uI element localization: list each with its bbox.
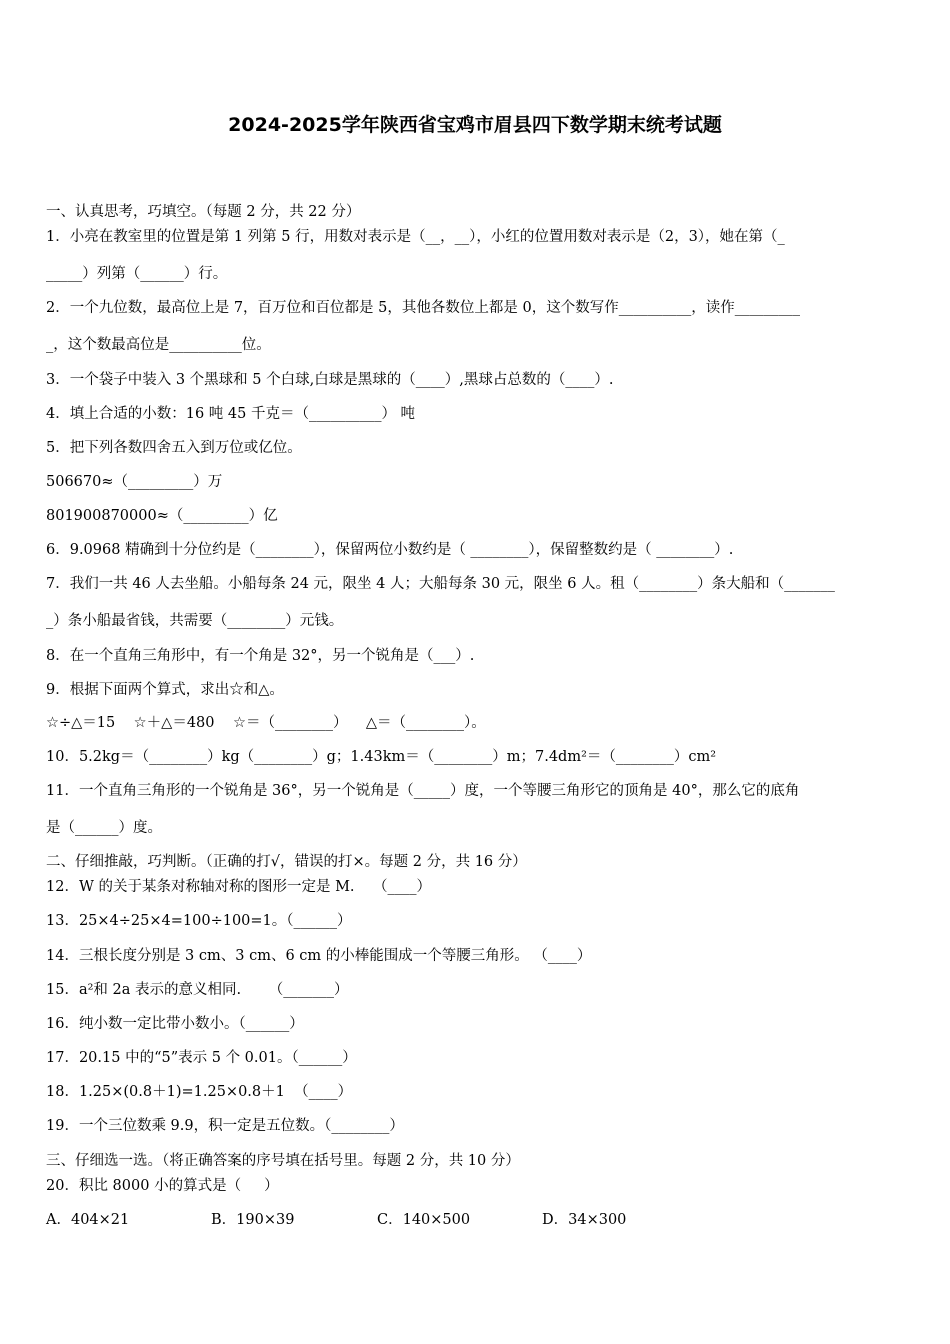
- question-9-formulas: ☆÷△＝15 ☆＋△＝480 ☆＝（________） △＝（________）。: [46, 715, 486, 731]
- question-11-line-1: 11．一个直角三角形的一个锐角是 36°，另一个锐角是（_____）度，一个等腰三角形它的顶角是 40°，那么它的底角: [46, 783, 800, 799]
- question-1-line-1: 1．小亮在教室里的位置是第 1 列第 5 行，用数对表示是（__，__），小红的位置用数对表示是（2，3），她在第（_: [46, 229, 785, 245]
- question-14: 14．三根长度分别是 3 cm、3 cm、6 cm 的小棒能围成一个等腰三角形。 （____）: [46, 948, 592, 964]
- question-5: 5．把下列各数四舍五入到万位或亿位。: [46, 440, 302, 456]
- question-3: 3．一个袋子中装入 3 个黑球和 5 个白球,白球是黑球的（____）,黑球占总数的（____）.: [46, 372, 614, 388]
- section-3-heading: 三、仔细选一选。（将正确答案的序号填在括号里。每题 2 分，共 10 分）: [46, 1153, 520, 1169]
- question-10: 10．5.2kg＝（________）kg（________）g；1.43km＝（________）m；7.4dm²＝（________）cm²: [46, 749, 717, 765]
- question-12: 12．W 的关于某条对称轴对称的图形一定是 M. （____）: [46, 879, 431, 895]
- option-a: A．404×21: [46, 1212, 130, 1228]
- question-16: 16．纯小数一定比带小数小。（______）: [46, 1016, 304, 1032]
- option-c: C．140×500: [377, 1212, 471, 1228]
- question-5-item-b: 801900870000≈（_________）亿: [46, 508, 278, 524]
- section-2-heading: 二、仔细推敲，巧判断。（正确的打√，错误的打×。每题 2 分，共 16 分）: [46, 854, 527, 870]
- question-5-item-a: 506670≈（_________）万: [46, 474, 223, 490]
- question-6: 6．9.0968 精确到十分位约是（________），保留两位小数约是（ ________），保留整数约是（ ________）.: [46, 542, 734, 558]
- question-1-line-2: _____）列第（______）行。: [46, 266, 228, 282]
- option-b: B．190×39: [211, 1212, 295, 1228]
- question-13: 13．25×4÷25×4=100÷100=1。（______）: [46, 913, 352, 929]
- question-9: 9．根据下面两个算式，求出☆和△。: [46, 682, 284, 698]
- question-2-line-1: 2．一个九位数，最高位上是 7，百万位和百位都是 5，其他各数位上都是 0，这个数写作__________，读作_________: [46, 300, 800, 316]
- question-4: 4．填上合适的小数：16 吨 45 千克＝（__________） 吨: [46, 406, 416, 422]
- question-8: 8．在一个直角三角形中，有一个角是 32°，另一个锐角是（___）.: [46, 648, 475, 664]
- section-1-heading: 一、认真思考，巧填空。（每题 2 分，共 22 分）: [46, 204, 361, 220]
- question-11-line-2: 是（______）度。: [46, 820, 162, 836]
- question-2-line-2: _，这个数最高位是__________位。: [46, 337, 271, 353]
- question-7-line-1: 7．我们一共 46 人去坐船。小船每条 24 元，限坐 4 人；大船每条 30 元，限坐 6 人。租（________）条大船和（_______: [46, 576, 835, 592]
- question-17: 17．20.15 中的“5”表示 5 个 0.01。（______）: [46, 1050, 357, 1066]
- question-7-line-2: _）条小船最省钱，共需要（________）元钱。: [46, 613, 344, 629]
- option-d: D．34×300: [542, 1212, 627, 1228]
- question-15: 15．a²和 2a 表示的意义相同. （_______）: [46, 982, 349, 998]
- question-19: 19．一个三位数乘 9.9，积一定是五位数。（________）: [46, 1118, 404, 1134]
- page-title: 2024-2025学年陕西省宝鸡市眉县四下数学期末统考试题: [228, 114, 722, 136]
- question-18: 18．1.25×(0.8＋1)=1.25×0.8＋1 （____）: [46, 1084, 353, 1100]
- question-20: 20．积比 8000 小的算式是（ ）: [46, 1178, 279, 1194]
